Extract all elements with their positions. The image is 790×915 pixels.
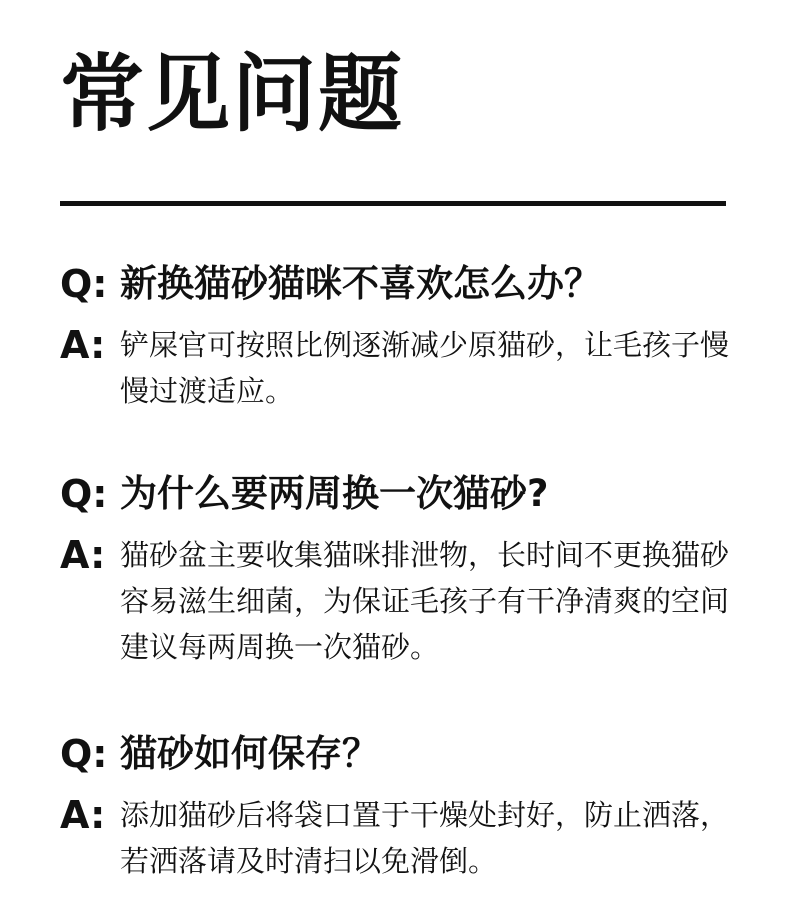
answer-row xyxy=(60,532,740,670)
answer-text: 铲屎官可按照比例逐渐减少原猫砂，让毛孩子慢慢过渡适应。 xyxy=(120,328,730,408)
answer-marker: A: xyxy=(60,323,106,367)
faq-item xyxy=(60,472,740,670)
answer-row xyxy=(60,322,740,414)
answer-text: 猫砂盆主要收集猫咪排泄物，长时间不更换猫砂容易滋生细菌，为保证毛孩子有干净清爽的空间建议每两周换一次猫砂。 xyxy=(120,538,730,664)
answer-row xyxy=(60,792,740,884)
question-marker: Q: xyxy=(60,472,108,516)
question-row xyxy=(60,472,740,516)
faq-item xyxy=(60,262,740,414)
question-marker: Q: xyxy=(60,732,108,776)
question-text: 为什么要两周换一次猫砂? xyxy=(120,471,549,515)
page-title: 常见问题 xyxy=(60,45,405,143)
question-text: 猫砂如何保存？ xyxy=(120,731,379,775)
question-row xyxy=(60,262,740,306)
answer-text: 添加猫砂后将袋口置于干燥处封好，防止洒落，若洒落请及时清扫以免滑倒。 xyxy=(120,798,730,878)
faq-item xyxy=(60,732,740,884)
question-text: 新换猫砂猫咪不喜欢怎么办？ xyxy=(120,261,601,305)
answer-marker: A: xyxy=(60,793,106,837)
title-divider xyxy=(60,201,726,206)
answer-marker: A: xyxy=(60,533,106,577)
question-row xyxy=(60,732,740,776)
question-marker: Q: xyxy=(60,262,108,306)
